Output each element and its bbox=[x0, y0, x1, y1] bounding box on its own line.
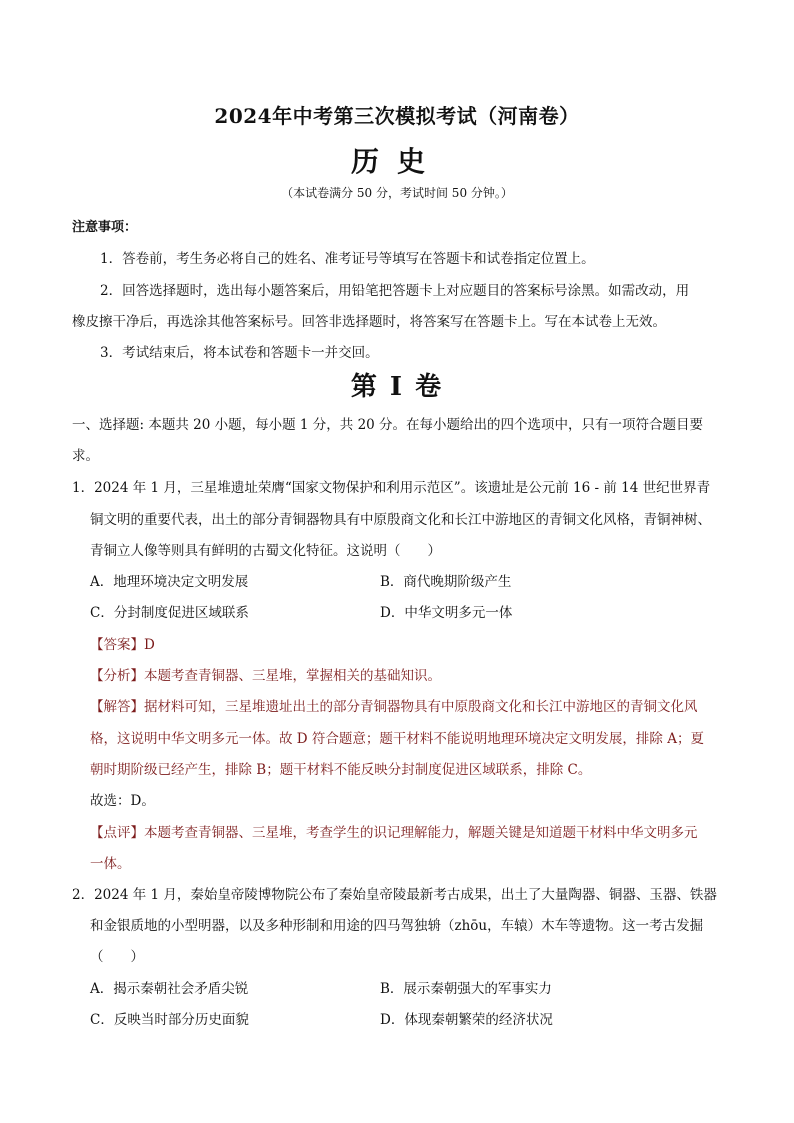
question-stem: （ ） bbox=[90, 949, 144, 965]
option-d: D．体现秦朝繁荣的经济状况 bbox=[380, 1012, 553, 1028]
section-instruction: 一、选择题: 本题共 20 小题，每小题 1 分，共 20 分。在每小题给出的四个选项中，只有一项符合题目要 bbox=[72, 417, 704, 433]
question-stem: 铜文明的重要代表，出土的部分青铜器物具有中原殷商文化和长江中游地区的青铜文化风格，青铜神树、 bbox=[90, 512, 711, 528]
option-c: C．分封制度促进区域联系 bbox=[90, 605, 249, 621]
solution: 【解答】据材料可知，三星堆遗址出土的部分青铜器物具有中原殷商文化和长江中游地区的青铜文化风 bbox=[90, 699, 698, 715]
question-stem: 2．2024 年 1 月，秦始皇帝陵博物院公布了秦始皇帝陵最新考古成果，出土了大量陶器、铜器、玉器、铁器 bbox=[72, 887, 717, 903]
section-title: 第 I 卷 bbox=[350, 372, 444, 402]
notice-item: 1．答卷前，考生务必将自己的姓名、准考证号等填写在答题卡和试卷指定位置上。 bbox=[100, 251, 595, 267]
comment: 【点评】本题考查青铜器、三星堆，考查学生的识记理解能力，解题关键是知道题干材料中华文明多元 bbox=[90, 825, 698, 841]
option-a: A．揭示秦朝社会矛盾尖锐 bbox=[90, 981, 249, 997]
exam-title: 2024年中考第三次模拟考试（河南卷） bbox=[214, 104, 580, 128]
option-c: C．反映当时部分历史面貌 bbox=[90, 1012, 249, 1028]
option-a: A．地理环境决定文明发展 bbox=[90, 574, 249, 590]
question-stem: 1．2024 年 1 月，三星堆遗址荣膺“国家文物保护和利用示范区”。该遗址是公元前 16 - 前 14 世纪世界青 bbox=[72, 480, 711, 496]
section-instruction: 求。 bbox=[72, 448, 99, 464]
option-d: D．中华文明多元一体 bbox=[380, 605, 513, 621]
choose-answer: 故选：D。 bbox=[90, 793, 155, 809]
analysis: 【分析】本题考查青铜器、三星堆，掌握相关的基础知识。 bbox=[90, 668, 441, 684]
option-b: B．展示秦朝强大的军事实力 bbox=[380, 981, 552, 997]
notice-item: 2．回答选择题时，选出每小题答案后，用铅笔把答题卡上对应题目的答案标号涂黑。如需改动，用 bbox=[100, 283, 690, 299]
subject-title: 历史 bbox=[350, 145, 443, 178]
answer: 【答案】D bbox=[90, 637, 155, 653]
question-stem: 和金银质地的小型明器，以及多种形制和用途的四马驾独辀（zhōu，车辕）木车等遗物。这一考古发掘 bbox=[90, 918, 704, 934]
exam-note: （本试卷满分 50 分，考试时间 50 分钟。） bbox=[281, 186, 513, 200]
notice-item: 橡皮擦干净后，再选涂其他答案标号。回答非选择题时，将答案写在答题卡上。写在本试卷上无效。 bbox=[72, 314, 666, 330]
option-b: B．商代晚期阶级产生 bbox=[380, 574, 512, 590]
solution: 朝时期阶级已经产生，排除 B；题干材料不能反映分封制度促进区域联系，排除 C。 bbox=[90, 762, 592, 778]
notice-item: 3．考试结束后，将本试卷和答题卡一并交回。 bbox=[100, 345, 379, 361]
solution: 格，这说明中华文明多元一体。故 D 符合题意；题干材料不能说明地理环境决定文明发展，排除 A；夏 bbox=[90, 731, 704, 747]
question-stem: 青铜立人像等则具有鲜明的古蜀文化特征。这说明（ ） bbox=[90, 543, 441, 559]
comment: 一体。 bbox=[90, 856, 131, 872]
notice-heading: 注意事项： bbox=[72, 220, 138, 235]
